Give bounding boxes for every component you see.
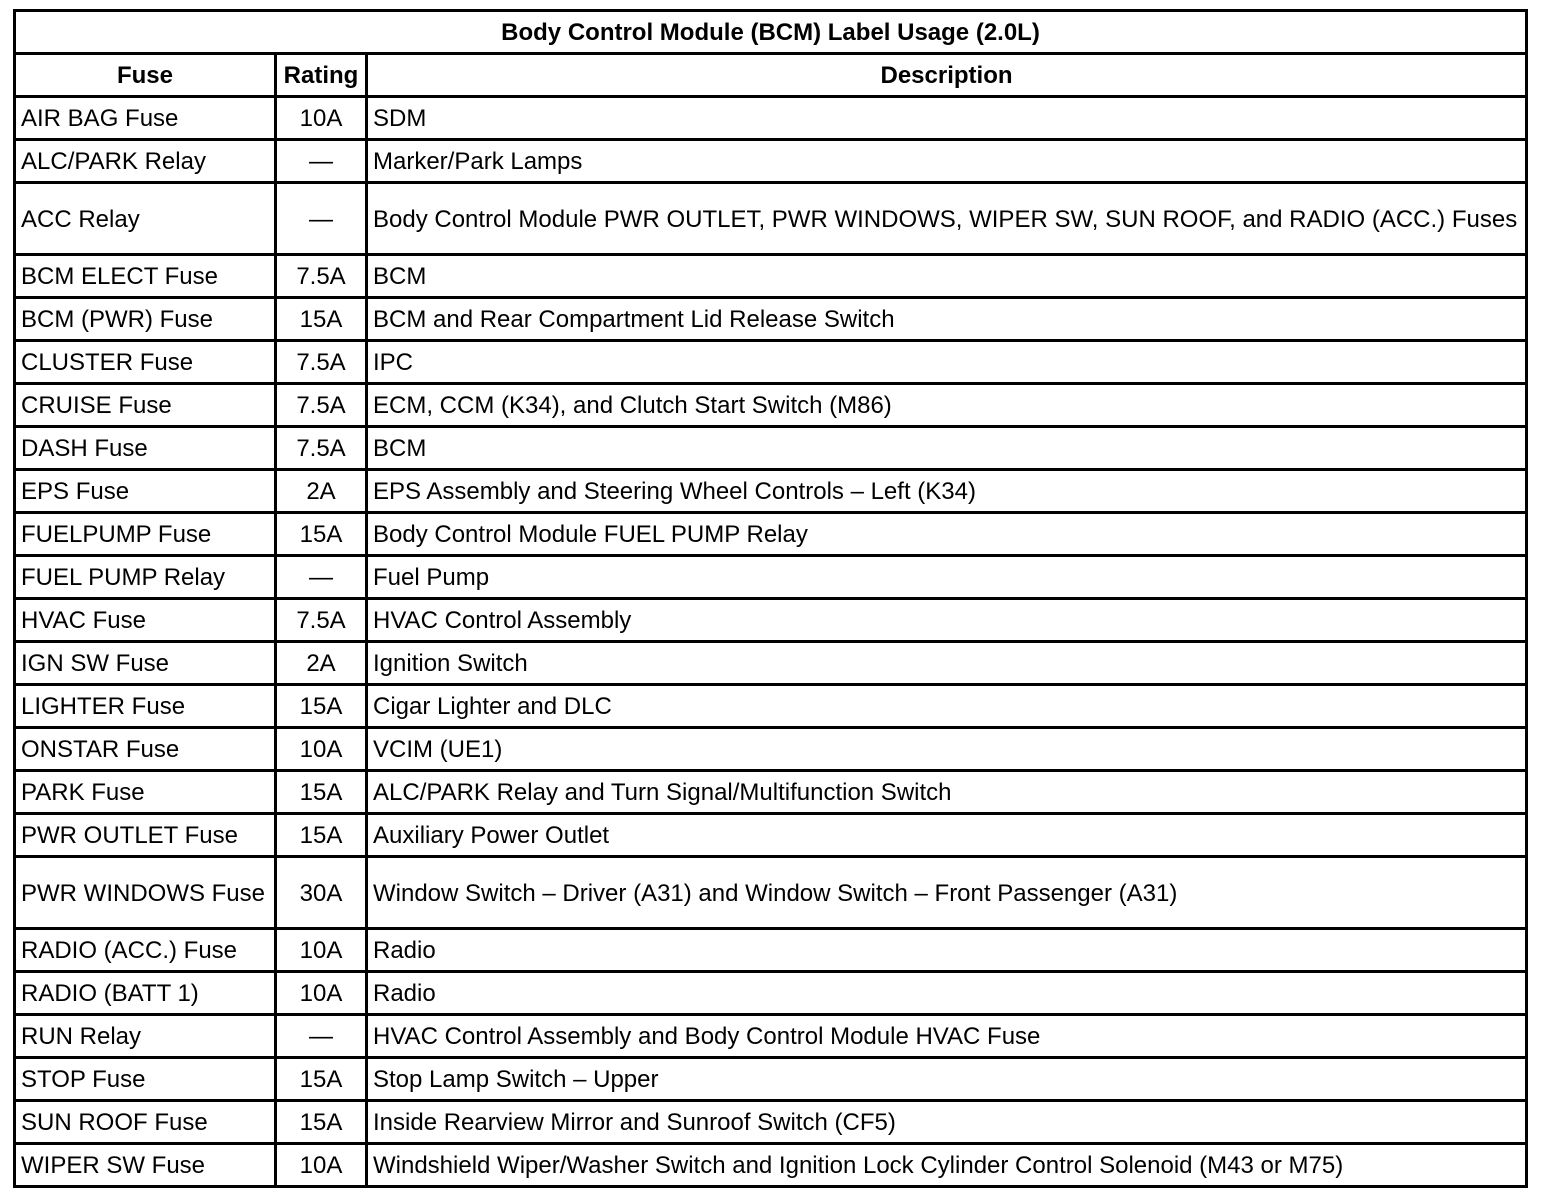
table-row [15, 728, 1527, 771]
description-cell: Radio [367, 972, 1527, 1015]
fuse-cell: SUN ROOF Fuse [15, 1101, 276, 1144]
header-row [15, 54, 1527, 97]
table-row [15, 599, 1527, 642]
description-cell: ALC/PARK Relay and Turn Signal/Multifunction Switch [367, 771, 1527, 814]
rating-cell: 2A [276, 470, 367, 513]
fuse-cell: WIPER SW Fuse [15, 1144, 276, 1187]
rating-cell: 10A [276, 97, 367, 140]
fuse-cell: CRUISE Fuse [15, 384, 276, 427]
table-row [15, 556, 1527, 599]
fuse-cell: LIGHTER Fuse [15, 685, 276, 728]
description-cell: SDM [367, 97, 1527, 140]
table-row [15, 1015, 1527, 1058]
rating-cell: 7.5A [276, 384, 367, 427]
table-row [15, 255, 1527, 298]
fuse-cell: EPS Fuse [15, 470, 276, 513]
rating-cell: 15A [276, 1101, 367, 1144]
rating-cell: 7.5A [276, 255, 367, 298]
description-cell: HVAC Control Assembly and Body Control Module HVAC Fuse [367, 1015, 1527, 1058]
table-body [15, 97, 1527, 1187]
description-cell: Fuel Pump [367, 556, 1527, 599]
fuse-cell: HVAC Fuse [15, 599, 276, 642]
fuse-cell: FUEL PUMP Relay [15, 556, 276, 599]
title-row [15, 11, 1527, 54]
fuse-cell: PWR OUTLET Fuse [15, 814, 276, 857]
fuse-cell: ACC Relay [15, 183, 276, 255]
rating-cell: 15A [276, 771, 367, 814]
description-cell: Windshield Wiper/Washer Switch and Ignition Lock Cylinder Control Solenoid (M43 or M75) [367, 1144, 1527, 1187]
description-cell: EPS Assembly and Steering Wheel Controls – Left (K34) [367, 470, 1527, 513]
column-header-fuse: Fuse [15, 54, 276, 97]
description-cell: ECM, CCM (K34), and Clutch Start Switch (M86) [367, 384, 1527, 427]
fuse-cell: PARK Fuse [15, 771, 276, 814]
fuse-cell: DASH Fuse [15, 427, 276, 470]
description-cell: Auxiliary Power Outlet [367, 814, 1527, 857]
rating-cell: 15A [276, 1058, 367, 1101]
table-row [15, 513, 1527, 556]
fuse-cell: RADIO (BATT 1) [15, 972, 276, 1015]
fuse-cell: BCM ELECT Fuse [15, 255, 276, 298]
table-row [15, 642, 1527, 685]
fuse-cell: ALC/PARK Relay [15, 140, 276, 183]
table-row [15, 1144, 1527, 1187]
fuse-cell: STOP Fuse [15, 1058, 276, 1101]
fuse-cell: CLUSTER Fuse [15, 341, 276, 384]
description-cell: BCM [367, 255, 1527, 298]
table-row [15, 929, 1527, 972]
rating-cell: — [276, 140, 367, 183]
table-title: Body Control Module (BCM) Label Usage (2.0L) [15, 11, 1527, 54]
table-row [15, 341, 1527, 384]
rating-cell: 15A [276, 685, 367, 728]
table-row [15, 857, 1527, 929]
description-cell: Stop Lamp Switch – Upper [367, 1058, 1527, 1101]
rating-cell: 10A [276, 929, 367, 972]
rating-cell: 2A [276, 642, 367, 685]
table-row [15, 972, 1527, 1015]
description-cell: Cigar Lighter and DLC [367, 685, 1527, 728]
description-cell: IPC [367, 341, 1527, 384]
description-cell: Window Switch – Driver (A31) and Window Switch – Front Passenger (A31) [367, 857, 1527, 929]
rating-cell: 15A [276, 814, 367, 857]
description-cell: Inside Rearview Mirror and Sunroof Switch (CF5) [367, 1101, 1527, 1144]
description-cell: Marker/Park Lamps [367, 140, 1527, 183]
rating-cell: — [276, 183, 367, 255]
rating-cell: 15A [276, 298, 367, 341]
description-cell: Ignition Switch [367, 642, 1527, 685]
description-cell: Radio [367, 929, 1527, 972]
table-row [15, 384, 1527, 427]
fuse-cell: AIR BAG Fuse [15, 97, 276, 140]
rating-cell: 7.5A [276, 427, 367, 470]
table-row [15, 814, 1527, 857]
fuse-table [13, 9, 1528, 1188]
table-row [15, 427, 1527, 470]
table-row [15, 97, 1527, 140]
rating-cell: — [276, 1015, 367, 1058]
fuse-cell: FUELPUMP Fuse [15, 513, 276, 556]
table-row [15, 1101, 1527, 1144]
fuse-cell: RADIO (ACC.) Fuse [15, 929, 276, 972]
fuse-cell: ONSTAR Fuse [15, 728, 276, 771]
rating-cell: 10A [276, 972, 367, 1015]
fuse-cell: IGN SW Fuse [15, 642, 276, 685]
table-row [15, 470, 1527, 513]
rating-cell: 7.5A [276, 341, 367, 384]
description-cell: BCM [367, 427, 1527, 470]
table-row [15, 685, 1527, 728]
description-cell: BCM and Rear Compartment Lid Release Switch [367, 298, 1527, 341]
rating-cell: 30A [276, 857, 367, 929]
rating-cell: 7.5A [276, 599, 367, 642]
fuse-cell: BCM (PWR) Fuse [15, 298, 276, 341]
description-cell: HVAC Control Assembly [367, 599, 1527, 642]
rating-cell: 10A [276, 728, 367, 771]
table-row [15, 183, 1527, 255]
description-cell: Body Control Module FUEL PUMP Relay [367, 513, 1527, 556]
description-cell: VCIM (UE1) [367, 728, 1527, 771]
rating-cell: 10A [276, 1144, 367, 1187]
table-row [15, 298, 1527, 341]
fuse-cell: RUN Relay [15, 1015, 276, 1058]
fuse-cell: PWR WINDOWS Fuse [15, 857, 276, 929]
table-row [15, 771, 1527, 814]
rating-cell: — [276, 556, 367, 599]
column-header-rating: Rating [276, 54, 367, 97]
column-header-description: Description [367, 54, 1527, 97]
description-cell: Body Control Module PWR OUTLET, PWR WINDOWS, WIPER SW, SUN ROOF, and RADIO (ACC.) Fuses [367, 183, 1527, 255]
rating-cell: 15A [276, 513, 367, 556]
table-row [15, 140, 1527, 183]
table-row [15, 1058, 1527, 1101]
